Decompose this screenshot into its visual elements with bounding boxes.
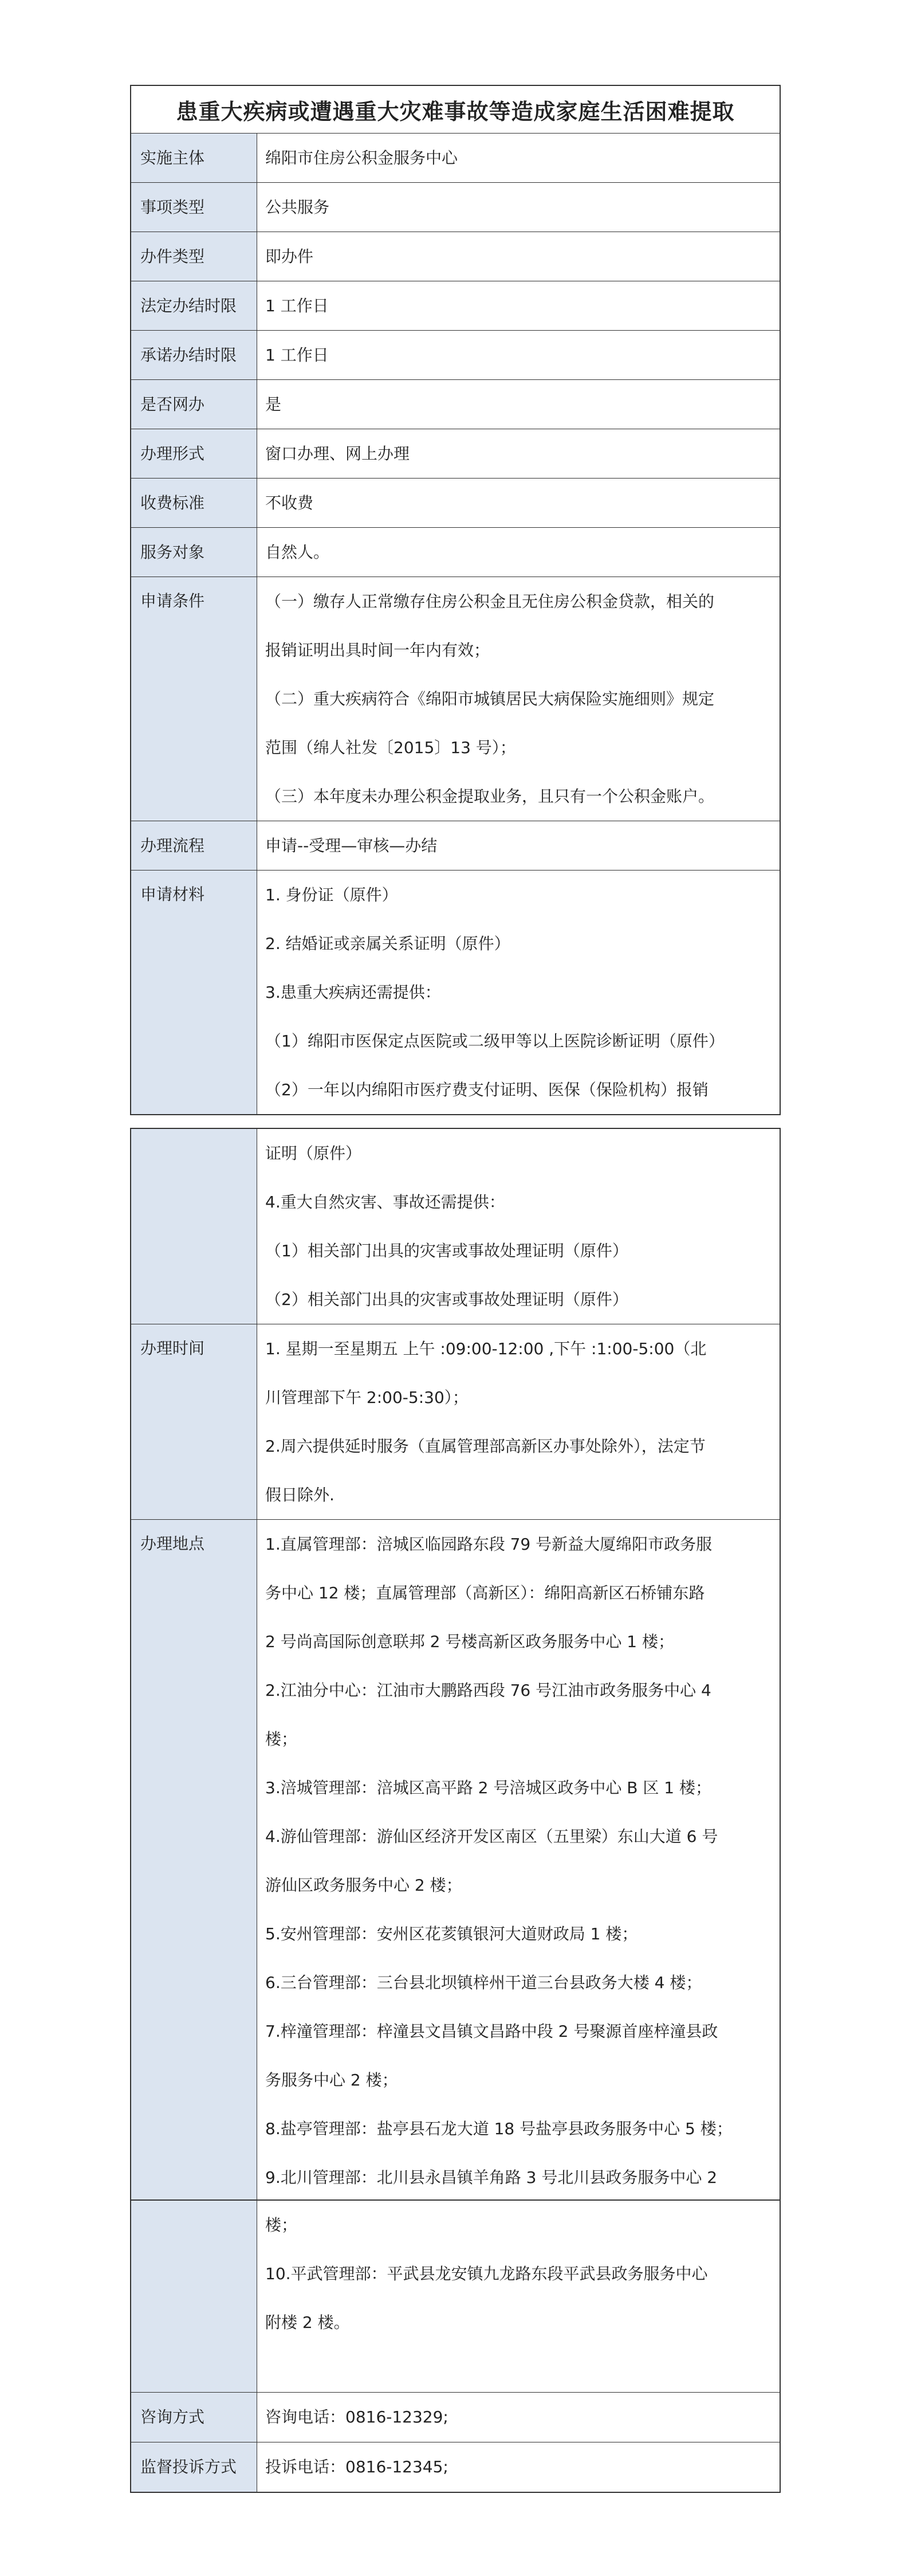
row-handling-form — [131, 429, 780, 478]
location-line: 楼； — [265, 2216, 298, 2234]
row-label: 实施主体 — [131, 134, 257, 182]
row-value: 自然人。 — [265, 542, 330, 562]
row-label-empty — [131, 1129, 257, 1324]
row-locations-cont — [131, 2201, 780, 2392]
row-value: 不收费 — [265, 493, 314, 512]
location-line: 2.江油分中心：江油市大鹏路西段 76 号江油市政务服务中心 4 — [265, 1681, 711, 1700]
row-label: 办件类型 — [131, 232, 257, 281]
hours-line: 川管理部下午 2:00-5:30）； — [265, 1388, 469, 1407]
material-line: （1）相关部门出具的灾害或事故处理证明（原件） — [265, 1241, 628, 1260]
row-consult — [131, 2392, 780, 2442]
location-line: 附楼 2 楼。 — [265, 2313, 350, 2332]
row-value — [257, 871, 780, 1114]
row-legal-time-limit — [131, 281, 780, 330]
row-value: 是 — [265, 394, 282, 414]
info-table-part-2 — [130, 1128, 781, 2203]
location-line: 4.游仙管理部：游仙区经济开发区南区（五里梁）东山大道 6 号 — [265, 1827, 718, 1846]
row-value: 咨询电话：0816-12329; — [265, 2408, 448, 2426]
row-value — [257, 1520, 780, 2202]
info-table-part-1 — [130, 85, 781, 1115]
row-complaint — [131, 2442, 780, 2492]
row-label-empty — [131, 2201, 257, 2392]
location-line: 务服务中心 2 楼； — [265, 2071, 398, 2089]
row-online — [131, 379, 780, 429]
row-label: 办理地点 — [131, 1520, 257, 2202]
row-label: 办理流程 — [131, 821, 257, 870]
row-label: 监督投诉方式 — [131, 2442, 257, 2492]
row-label: 收费标准 — [131, 479, 257, 527]
row-value: 即办件 — [265, 246, 314, 266]
location-line: 9.北川管理部：北川县永昌镇羊角路 3 号北川县政务服务中心 2 — [265, 2168, 718, 2187]
row-label: 承诺办结时限 — [131, 331, 257, 379]
location-line: 楼； — [265, 1730, 298, 1748]
location-line: 1.直属管理部：涪城区临园路东段 79 号新益大厦绵阳市政务服 — [265, 1535, 713, 1554]
info-table-part-3 — [130, 2199, 781, 2493]
row-service-object — [131, 527, 780, 577]
hours-line: 1. 星期一至星期五 上午 :09:00-12:00 ,下午 :1:00-5:00（北 — [265, 1339, 707, 1358]
row-value: 窗口办理、网上办理 — [265, 444, 410, 463]
location-line: 3.涪城管理部：涪城区高平路 2 号涪城区政务中心 B 区 1 楼； — [265, 1778, 711, 1797]
condition-line: （三）本年度未办理公积金提取业务，且只有一个公积金账户。 — [265, 787, 715, 806]
row-label: 是否网办 — [131, 380, 257, 429]
row-label: 办理形式 — [131, 429, 257, 478]
location-line: 6.三台管理部：三台县北坝镇梓州干道三台县政务大楼 4 楼； — [265, 1973, 702, 1992]
row-implementer — [131, 133, 780, 182]
condition-line: （二）重大疾病符合《绵阳市城镇居民大病保险实施细则》规定 — [265, 689, 715, 708]
row-label: 服务对象 — [131, 528, 257, 577]
location-line: 游仙区政务服务中心 2 楼； — [265, 1876, 462, 1895]
material-line: 证明（原件） — [265, 1144, 362, 1163]
material-line: （1）绵阳市医保定点医院或二级甲等以上医院诊断证明（原件） — [265, 1032, 725, 1050]
row-conditions — [131, 577, 780, 821]
row-materials — [131, 870, 780, 1114]
row-value — [257, 1324, 780, 1519]
material-line: 2. 结婚证或亲属关系证明（原件） — [265, 934, 510, 953]
location-line: 10.平武管理部：平武县龙安镇九龙路东段平武县政务服务中心 — [265, 2264, 708, 2283]
row-process — [131, 821, 780, 870]
material-line: 3.患重大疾病还需提供： — [265, 983, 441, 1002]
row-label: 申请条件 — [131, 577, 257, 821]
page-title: 患重大疾病或遭遇重大灾难事故等造成家庭生活困难提取 — [176, 98, 735, 124]
condition-line: 报销证明出具时间一年内有效； — [265, 641, 490, 660]
row-materials-cont — [131, 1129, 780, 1324]
row-promised-time-limit — [131, 330, 780, 379]
row-fee — [131, 478, 780, 527]
material-line: 1. 身份证（原件） — [265, 885, 398, 904]
row-value: 申请--受理—审核—办结 — [265, 836, 438, 855]
hours-line: 2.周六提供延时服务（直属管理部高新区办事处除外），法定节 — [265, 1437, 706, 1456]
row-hours — [131, 1324, 780, 1519]
row-case-type — [131, 232, 780, 281]
location-line: 7.梓潼管理部：梓潼县文昌镇文昌路中段 2 号聚源首座梓潼县政 — [265, 2022, 718, 2041]
row-value: 1 工作日 — [265, 296, 329, 315]
row-value: 公共服务 — [265, 197, 330, 217]
material-line: （2）一年以内绵阳市医疗费支付证明、医保（保险机构）报销 — [265, 1080, 709, 1099]
row-value: 1 工作日 — [265, 345, 329, 364]
row-value — [257, 2201, 780, 2392]
location-line: 5.安州管理部：安州区花荄镇银河大道财政局 1 楼； — [265, 1924, 638, 1943]
row-value — [257, 577, 780, 821]
location-line: 8.盐亭管理部：盐亭县石龙大道 18 号盐亭县政务服务中心 5 楼； — [265, 2119, 733, 2138]
condition-line: 范围（绵人社发〔2015〕13 号）； — [265, 738, 516, 757]
row-label: 事项类型 — [131, 183, 257, 232]
location-line: 务中心 12 楼；直属管理部（高新区）：绵阳高新区石桥铺东路 — [265, 1583, 705, 1602]
row-label: 咨询方式 — [131, 2393, 257, 2442]
material-line: 4.重大自然灾害、事故还需提供： — [265, 1193, 505, 1211]
row-value: 绵阳市住房公积金服务中心 — [265, 148, 458, 167]
row-value: 投诉电话：0816-12345; — [265, 2457, 448, 2476]
row-label: 法定办结时限 — [131, 281, 257, 330]
row-item-type — [131, 182, 780, 232]
row-label: 申请材料 — [131, 871, 257, 1114]
row-locations — [131, 1519, 780, 2202]
location-line: 2 号尚高国际创意联邦 2 号楼高新区政务服务中心 1 楼； — [265, 1632, 674, 1651]
condition-line: （一）缴存人正常缴存住房公积金且无住房公积金贷款，相关的 — [265, 592, 715, 611]
material-line: （2）相关部门出具的灾害或事故处理证明（原件） — [265, 1290, 628, 1309]
row-label: 办理时间 — [131, 1324, 257, 1519]
hours-line: 假日除外. — [265, 1485, 335, 1504]
row-value — [257, 1129, 780, 1324]
